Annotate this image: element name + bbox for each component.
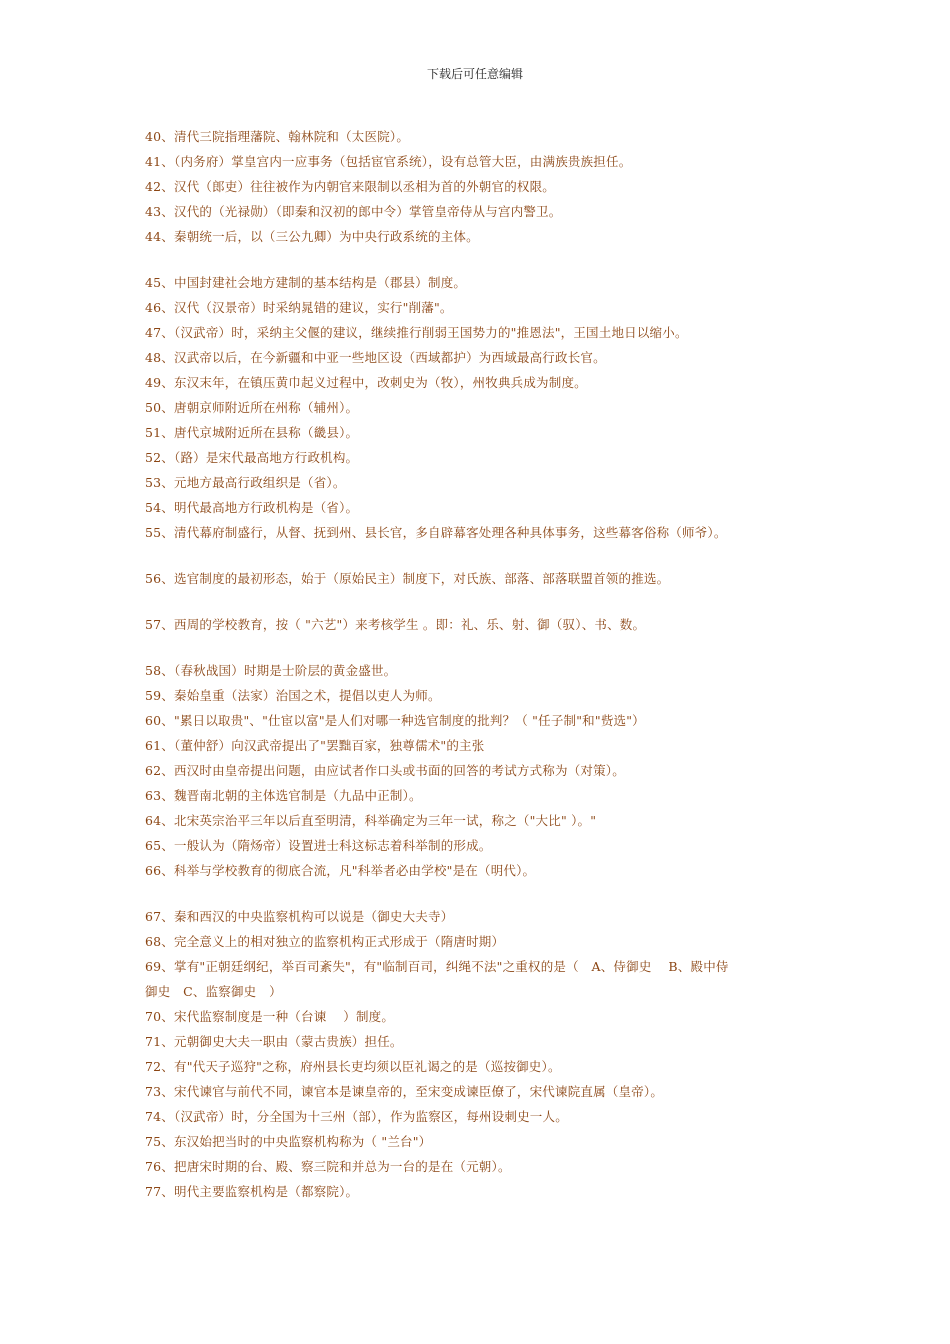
question-line: 68、完全意义上的相对独立的监察机构正式形成于（隋唐时期）	[145, 934, 505, 949]
question-line: 73、宋代谏官与前代不同，谏官本是谏皇帝的，至宋变成谏臣僚了，宋代谏院直属（皇帝）。	[145, 1084, 664, 1099]
paragraph-gap	[145, 545, 815, 566]
question-line: 46、汉代（汉景帝）时采纳晁错的建议，实行"削藩"。	[145, 300, 453, 315]
question-line: 57、西周的学校教育，按（ "六艺"）来考核学生 。即：礼、乐、射、御（驭）、书、数。	[145, 617, 646, 632]
question-line: 75、东汉始把当时的中央监察机构称为（ "兰台"）	[145, 1134, 432, 1149]
question-line: 56、选官制度的最初形态，始于（原始民主）制度下，对氏族、部落、部落联盟首领的推选。	[145, 571, 670, 586]
paragraph-gap	[145, 591, 815, 612]
paragraph-gap	[145, 249, 815, 270]
question-line: 40、清代三院指理藩院、翰林院和（太医院）。	[145, 129, 410, 144]
paragraph-gap	[145, 637, 815, 658]
question-line: 48、汉武帝以后，在今新疆和中亚一些地区设（西域都护）为西域最高行政长官。	[145, 350, 606, 365]
question-line: 62、西汉时由皇帝提出问题，由应试者作口头或书面的回答的考试方式称为（对策）。	[145, 763, 625, 778]
question-line: 50、唐朝京师附近所在州称（辅州）。	[145, 400, 359, 415]
question-line: 69、掌有"正朝廷纲纪，举百司紊失"，有"临制百司，纠绳不法"之重权的是（ A、侍御史 B、殿中侍	[145, 959, 729, 974]
question-line: 42、汉代（郎吏）往往被作为内朝官来限制以丞相为首的外朝官的权限。	[145, 179, 556, 194]
question-line: 47、（汉武帝）时，采纳主父偃的建议，继续推行削弱王国势力的"推恩法"，王国土地日以缩小。	[145, 325, 688, 340]
paragraph-gap	[145, 883, 815, 904]
question-group	[145, 566, 815, 591]
question-group	[145, 658, 815, 883]
question-line: 63、魏晋南北朝的主体选官制是（九品中正制）。	[145, 788, 422, 803]
page-header: 下载后可任意编辑	[426, 67, 523, 81]
question-line: 71、元朝御史大夫一职由（蒙古贵族）担任。	[145, 1034, 403, 1049]
question-line: 58、（春秋战国）时期是士阶层的黄金盛世。	[145, 663, 397, 678]
question-line: 59、秦始皇重（法家）治国之术，提倡以吏人为师。	[145, 688, 441, 703]
question-line: 67、秦和西汉的中央监察机构可以说是（御史大夫寺）	[145, 909, 454, 924]
question-line: 70、宋代监察制度是一种（台谏 ）制度。	[145, 1009, 395, 1024]
question-line: 55、清代幕府制盛行，从督、抚到州、县长官，多自辟幕客处理各种具体事务，这些幕客俗称（师爷）。	[145, 525, 727, 540]
question-line: 49、东汉末年，在镇压黄巾起义过程中，改刺史为（牧），州牧典兵成为制度。	[145, 375, 587, 390]
question-line: 64、北宋英宗治平三年以后直至明清，科举确定为三年一试，称之（"大比" ）。"	[145, 813, 597, 828]
question-group	[145, 904, 815, 1204]
question-group	[145, 612, 815, 637]
question-line: 44、秦朝统一后，以（三公九卿）为中央行政系统的主体。	[145, 229, 479, 244]
question-line: 御史 C、监察御史 ）	[145, 984, 282, 999]
question-line: 52、（路）是宋代最高地方行政机构。	[145, 450, 359, 465]
question-line: 61、（董仲舒）向汉武帝提出了"罢黜百家，独尊儒术"的主张	[145, 738, 485, 753]
question-line: 54、明代最高地方行政机构是（省）。	[145, 500, 359, 515]
question-line: 77、明代主要监察机构是（都察院）。	[145, 1184, 359, 1199]
question-line: 43、汉代的（光禄勋）（即秦和汉初的郎中令）掌管皇帝侍从与宫内警卫。	[145, 204, 562, 219]
question-line: 66、科举与学校教育的彻底合流，凡"科举者必由学校"是在（明代）。	[145, 863, 536, 878]
question-line: 41、（内务府）掌皇宫内一应事务（包括宦官系统），设有总管大臣，由满族贵族担任。	[145, 154, 632, 169]
question-group	[145, 270, 815, 545]
question-line: 45、中国封建社会地方建制的基本结构是（郡县）制度。	[145, 275, 467, 290]
question-line: 74、（汉武帝）时，分全国为十三州（部），作为监察区，每州设刺史一人。	[145, 1109, 568, 1124]
question-line: 51、唐代京城附近所在县称（畿县）。	[145, 425, 359, 440]
question-line: 76、把唐宋时期的台、殿、察三院和并总为一台的是在（元朝）。	[145, 1159, 511, 1174]
question-line: 65、一般认为（隋炀帝）设置进士科这标志着科举制的形成。	[145, 838, 492, 853]
document-body	[145, 124, 815, 1204]
question-line: 60、"累日以取贵"、"仕宦以富"是人们对哪一种选官制度的批判？（ "任子制"和"赀选"）	[145, 713, 645, 728]
question-group	[145, 124, 815, 249]
question-line: 53、元地方最高行政组织是（省）。	[145, 475, 346, 490]
question-line: 72、有"代天子巡狩"之称，府州县长吏均须以臣礼谒之的是（巡按御史）。	[145, 1059, 561, 1074]
